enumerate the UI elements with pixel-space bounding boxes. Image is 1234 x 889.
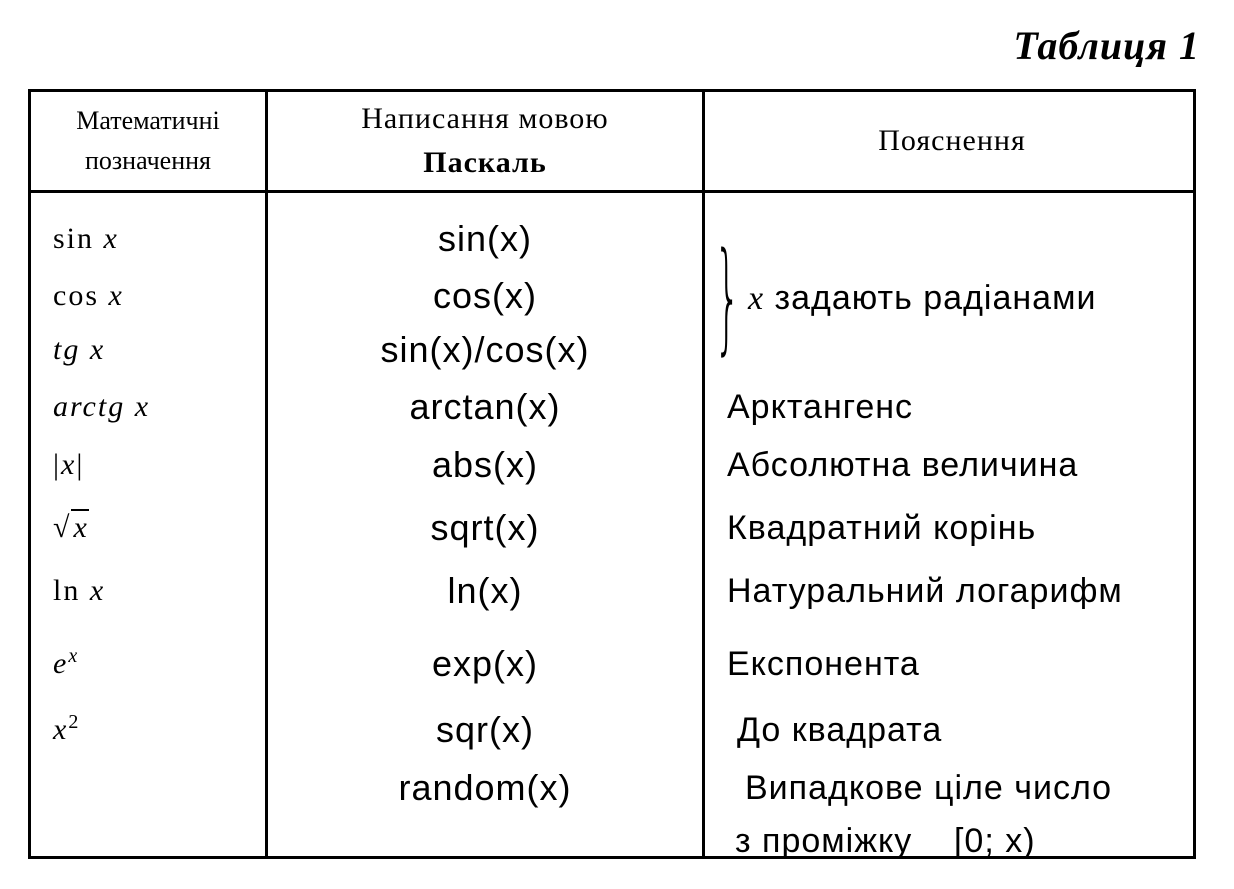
- explanation-text: Випадкове ціле число: [745, 769, 1113, 807]
- explanation-text: Натуральний логарифм: [727, 572, 1123, 610]
- explanation-text: Абсолютна величина: [727, 446, 1079, 484]
- header-math-line2: позначення: [84, 146, 211, 175]
- math-notation: cos x: [53, 279, 124, 312]
- pascal-code: sin(x): [438, 218, 532, 259]
- explanation-text: До квадрата: [737, 711, 943, 749]
- table-row: [31, 378, 1193, 436]
- pascal-code: random(x): [398, 767, 572, 808]
- table-row: [31, 635, 1193, 693]
- pascal-code: sin(x)/cos(x): [380, 329, 590, 370]
- header-explanation: [705, 92, 1199, 190]
- table-row: [31, 499, 1193, 557]
- sqrt-sign-icon: √: [53, 511, 72, 544]
- table-row: [31, 812, 1193, 870]
- radians-note: [714, 228, 1097, 367]
- math-notation: tg x: [53, 333, 106, 366]
- table-row: [31, 701, 1193, 759]
- header-pascal-syntax: [268, 92, 702, 190]
- functions-table: [28, 89, 1196, 859]
- math-notation: sin x: [53, 222, 119, 255]
- header-explanation-label: Пояснення: [878, 124, 1026, 157]
- explanation-text-line2: з проміжку [0; x): [735, 822, 1036, 860]
- math-notation: $x^2$: [53, 711, 81, 746]
- table-row: [31, 436, 1193, 494]
- pascal-code: sqrt(x): [430, 507, 540, 548]
- pascal-code: arctan(x): [409, 386, 561, 427]
- curly-brace-icon: }: [714, 228, 741, 367]
- math-notation: |x|: [53, 448, 85, 481]
- math-notation: √x: [53, 511, 89, 544]
- pascal-code: ln(x): [447, 570, 523, 611]
- explanation-text: Експонента: [727, 645, 920, 683]
- explanation-text: Квадратний корінь: [727, 509, 1037, 547]
- pascal-code: exp(x): [431, 643, 539, 684]
- header-divider: [31, 190, 1193, 193]
- pascal-code: abs(x): [431, 444, 539, 485]
- pascal-code: sqr(x): [436, 709, 534, 750]
- pascal-code: cos(x): [433, 275, 537, 316]
- header-pascal-line2: Паскаль: [423, 146, 547, 179]
- radians-note-text: x задають радіанами: [748, 278, 1097, 317]
- header-math-line1: Математичні: [76, 106, 220, 135]
- explanation-text: Арктангенс: [727, 388, 914, 426]
- math-notation: $e^x$: [53, 645, 80, 680]
- table-row: [31, 759, 1193, 817]
- table-caption: Таблиця 1: [1013, 23, 1200, 68]
- math-notation: arctg x: [53, 390, 151, 423]
- header-pascal-line1: Написання мовою: [361, 102, 609, 135]
- table-row: [31, 562, 1193, 620]
- math-notation: ln x: [53, 574, 106, 607]
- header-math-notation: [31, 92, 265, 190]
